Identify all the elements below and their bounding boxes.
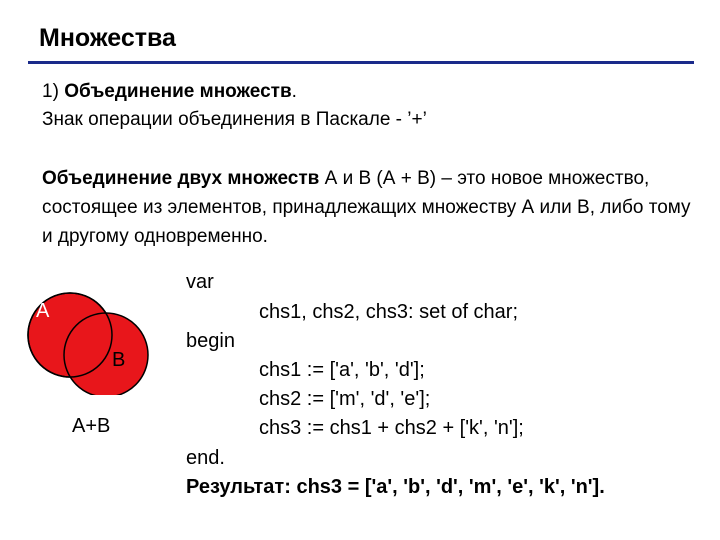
set-b-label: B	[112, 349, 126, 371]
operator-sign-line: Знак операции объединения в Паскале - ’+’	[42, 109, 427, 130]
code-begin: begin	[186, 330, 235, 352]
code-end: end.	[186, 447, 225, 469]
code-var: var	[186, 271, 214, 293]
code-assign-chs1: chs1 := ['a', 'b', 'd'];	[259, 359, 425, 381]
section-heading: Объединение множеств	[64, 81, 292, 102]
set-a-label: A	[36, 300, 50, 322]
title-divider	[28, 61, 694, 64]
code-assign-chs2: chs2 := ['m', 'd', 'e'];	[259, 388, 431, 410]
section-1-heading-line	[42, 78, 427, 106]
definition-paragraph	[42, 164, 702, 251]
section-number: 1)	[42, 81, 59, 102]
code-assign-chs3: chs3 := chs1 + chs2 + ['k', 'n'];	[259, 417, 524, 439]
definition-term: Объединение двух множеств	[42, 168, 320, 189]
definition-text: А и В (А + В) – это новое множество, состоящее из элементов, принадлежащих множеству А или В, либо тому и другому одновременно.	[42, 168, 691, 247]
set-b-circle	[64, 313, 148, 395]
code-result: Результат: chs3 = ['a', 'b', 'd', 'm', 'e', 'k', 'n'].	[186, 476, 605, 498]
section-1-intro	[42, 78, 427, 134]
union-caption: A+B	[72, 415, 111, 437]
slide-title: Множества	[39, 24, 176, 52]
code-declaration: chs1, chs2, chs3: set of char;	[259, 301, 519, 323]
section-heading-end: .	[291, 81, 297, 102]
